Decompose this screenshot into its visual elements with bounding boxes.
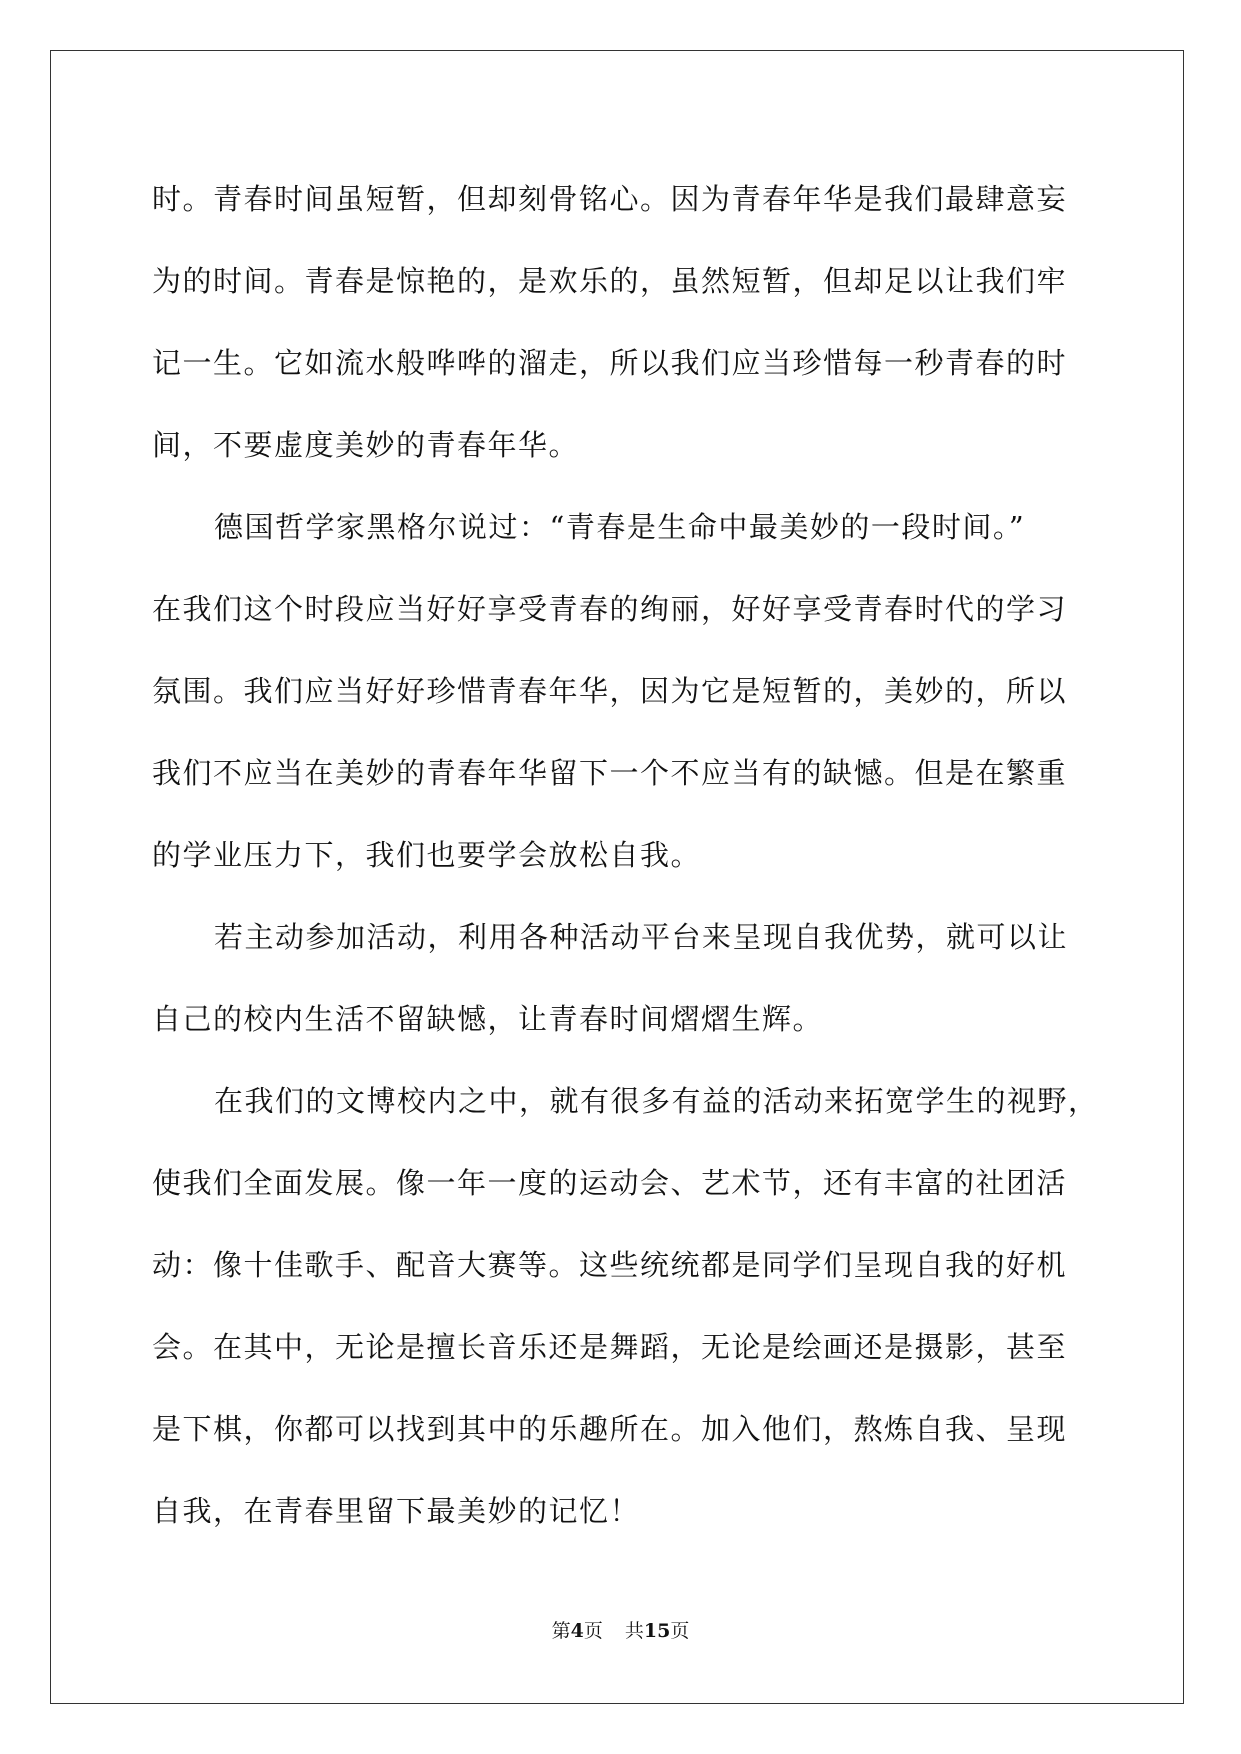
page-prefix: 第	[551, 1620, 571, 1642]
text-line: 自己的校内生活不留缺憾，让青春时间熠熠生辉。	[152, 1002, 824, 1036]
total-suffix: 页	[670, 1620, 690, 1642]
page-number: 4	[570, 1620, 584, 1642]
text-line: 在我们这个时段应当好好享受青春的绚丽，好好享受青春时代的学习	[152, 592, 1068, 626]
text-line: 为的时间。青春是惊艳的，是欢乐的，虽然短暂，但却足以让我们牢	[152, 264, 1068, 298]
total-pages: 15	[643, 1620, 671, 1642]
text-line: 会。在其中，无论是擅长音乐还是舞蹈，无论是绘画还是摄影，甚至	[152, 1330, 1068, 1364]
total-prefix: 共	[624, 1620, 644, 1642]
paragraph-first-line: 若主动参加活动，利用各种活动平台来呈现自我优势，就可以让	[214, 920, 1069, 954]
paragraph-first-line: 德国哲学家黑格尔说过：“青春是生命中最美妙的一段时间。”	[214, 510, 1026, 544]
paragraph-first-line: 在我们的文博校内之中，就有很多有益的活动来拓宽学生的视野，	[214, 1084, 1099, 1118]
text-line: 自我，在青春里留下最美妙的记忆！	[152, 1494, 641, 1528]
text-line: 使我们全面发展。像一年一度的运动会、艺术节，还有丰富的社团活	[152, 1166, 1068, 1200]
text-line: 的学业压力下，我们也要学会放松自我。	[152, 838, 702, 872]
text-line: 氛围。我们应当好好珍惜青春年华，因为它是短暂的，美妙的，所以	[152, 674, 1068, 708]
text-line: 时。青春时间虽短暂，但却刻骨铭心。因为青春年华是我们最肆意妄	[152, 182, 1068, 216]
text-line: 是下棋，你都可以找到其中的乐趣所在。加入他们，熬炼自我、呈现	[152, 1412, 1068, 1446]
text-line: 记一生。它如流水般哗哗的溜走，所以我们应当珍惜每一秒青春的时	[152, 346, 1068, 380]
page-footer	[0, 1616, 1241, 1643]
text-line: 间，不要虚度美妙的青春年华。	[152, 428, 580, 462]
text-line: 动：像十佳歌手、配音大赛等。这些统统都是同学们呈现自我的好机	[152, 1248, 1068, 1282]
text-line: 我们不应当在美妙的青春年华留下一个不应当有的缺憾。但是在繁重	[152, 756, 1068, 790]
page-suffix: 页	[583, 1620, 603, 1642]
document-body	[152, 158, 1099, 1552]
